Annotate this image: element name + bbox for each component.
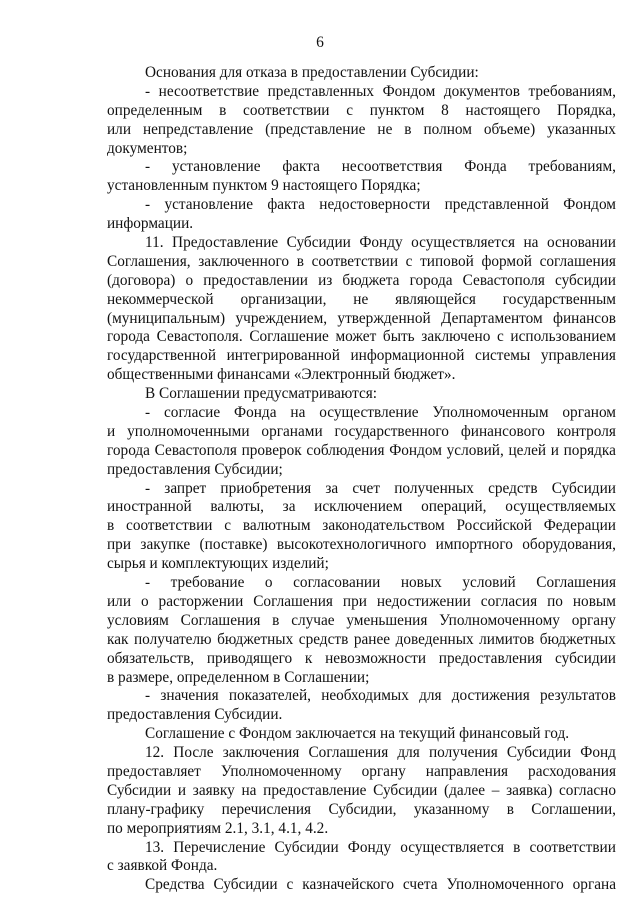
word: или (107, 592, 132, 610)
word: в (272, 611, 280, 629)
word: недостоверности (319, 196, 431, 214)
text-line (107, 763, 616, 782)
text-line (107, 347, 616, 366)
text-line (107, 593, 616, 612)
word: города (107, 328, 150, 346)
word: согласие (164, 404, 221, 422)
word: из (318, 271, 333, 289)
word: Соглашения (536, 574, 616, 592)
word: (представление (265, 120, 366, 138)
word: целей (508, 441, 547, 459)
text-line (107, 498, 616, 517)
word: предоставляет (107, 762, 201, 780)
text-line: предоставления Субсидии. (107, 706, 283, 724)
text-line (107, 253, 616, 272)
word: Фонда (234, 404, 277, 422)
text-line (107, 536, 616, 555)
word: После (173, 744, 214, 762)
word: обязательств, (107, 649, 195, 667)
word: запрет (164, 479, 207, 497)
word: 13. (145, 838, 165, 856)
word: может (335, 328, 377, 346)
word: заключено (421, 328, 491, 346)
word: заявку (192, 781, 235, 799)
text-line (107, 291, 616, 310)
word: Федерации (543, 517, 616, 535)
text-line (107, 272, 616, 291)
text-line (107, 801, 616, 820)
word: с (224, 517, 232, 535)
word: Севастополя (462, 271, 545, 289)
word: на (290, 404, 306, 422)
word: для (397, 744, 420, 762)
word: - (145, 574, 151, 592)
word: формой (481, 252, 532, 270)
text-line (107, 328, 616, 347)
word: представленных (267, 82, 375, 100)
word: - (145, 158, 151, 176)
word: Перечисление (173, 838, 266, 856)
word: за (282, 498, 296, 516)
word: – (491, 781, 500, 799)
word: или (107, 120, 132, 138)
word: заключенного (198, 252, 290, 270)
word: при (107, 536, 132, 554)
word: результатов (539, 687, 616, 705)
word: требованиям, (528, 82, 616, 100)
word: заключения (222, 744, 300, 762)
word: контроля (556, 422, 616, 440)
word: факта (282, 158, 320, 176)
word: закупке (140, 536, 191, 554)
word: ранее (353, 630, 391, 648)
word: условий, (446, 441, 504, 459)
word: Средства (145, 876, 205, 894)
word: с (346, 101, 353, 119)
word: Уполномоченному (439, 611, 560, 629)
word: объеме) (483, 120, 536, 138)
text-line (107, 631, 616, 650)
text-line: общественными финансами «Электронный бюджет». (107, 366, 456, 384)
word: полном (423, 120, 472, 138)
word: случае (291, 611, 335, 629)
word: и (177, 781, 187, 799)
word: не (377, 120, 393, 138)
word: являющейся (395, 290, 476, 308)
word: в (107, 517, 115, 535)
text-line (107, 517, 616, 536)
word: Фонду (359, 234, 403, 252)
word: Фондом (389, 441, 442, 459)
word: предоставления (438, 649, 543, 667)
word: учреждением, (235, 309, 328, 327)
text-line: Основания для отказа в предоставлении Субсидии: (145, 64, 479, 81)
word: согласия (480, 592, 538, 610)
text-line (107, 650, 616, 669)
text-line (107, 423, 616, 442)
word: Порядка, (557, 101, 616, 119)
word: Соглашение (249, 328, 329, 346)
word: - (145, 687, 151, 705)
word: исключением (314, 498, 403, 516)
word: субсидии (555, 649, 616, 667)
word: 11. (145, 234, 164, 252)
text-line: сырья и комплектующих изделий; (107, 555, 329, 573)
word: органу (571, 611, 616, 629)
word: Фонду (347, 838, 392, 856)
word: в (513, 838, 521, 856)
word: бюджета (342, 271, 400, 289)
word: Субсидии, (328, 800, 397, 818)
word: соглашения (539, 252, 616, 270)
word: Севастополя (154, 441, 237, 459)
page-number: 6 (316, 34, 324, 51)
text-line (107, 480, 616, 499)
word: Департаментом (441, 309, 543, 327)
word: казначейского (302, 876, 394, 894)
word: Субсидии (286, 234, 351, 252)
word: предоставлении (203, 271, 308, 289)
word: 8 (441, 101, 449, 119)
word: как (107, 630, 129, 648)
word: показателей, (228, 687, 311, 705)
text-line (107, 612, 616, 631)
word: осуществление (319, 404, 419, 422)
word: в (404, 120, 412, 138)
word: получения (428, 744, 498, 762)
word: осуществляется (411, 234, 516, 252)
word: доведенных (395, 630, 474, 648)
word: для (419, 687, 442, 705)
word: Субсидии (213, 876, 278, 894)
word: несоответствие (158, 82, 260, 100)
word: установление (164, 196, 253, 214)
text-line (107, 310, 616, 329)
word: не (353, 290, 369, 308)
word: проверок (241, 441, 302, 459)
word: средств (298, 630, 349, 648)
word: несоответствия (341, 158, 443, 176)
word: государственного (334, 422, 449, 440)
word: Субсидии (373, 781, 438, 799)
word: счет (352, 479, 381, 497)
text-line: документов; (107, 139, 188, 157)
word: необходимых (321, 687, 409, 705)
word: недостижении (376, 592, 471, 610)
word: в (296, 252, 304, 270)
word: факта (267, 196, 305, 214)
word: непредставление (142, 120, 254, 138)
word: Фондом (382, 82, 436, 100)
word: к (304, 649, 313, 667)
word: с (496, 328, 504, 346)
word: уменьшения (346, 611, 428, 629)
word: финансов (553, 309, 616, 327)
word: при (342, 592, 367, 610)
word: органами (261, 422, 323, 440)
word: о (185, 271, 194, 289)
word: Субсидии (551, 479, 616, 497)
text-line (107, 782, 616, 801)
text-line: с заявкой Фонда. (107, 857, 218, 875)
word: системы (475, 347, 531, 365)
word: Предоставление (172, 234, 279, 252)
word: направления (425, 762, 509, 780)
text-line (107, 83, 616, 102)
word: организации, (240, 290, 327, 308)
word: Уполномоченному (220, 762, 342, 780)
word: управления (540, 347, 616, 365)
word: валюты, (210, 498, 264, 516)
word: бюджетных (539, 630, 616, 648)
word: Соглашения (180, 611, 261, 629)
text-line: по мероприятиям 2.1, 3.1, 4.1, 4.2. (107, 819, 329, 837)
word: условиям (107, 611, 169, 629)
word: типовой (420, 252, 474, 270)
text-line (107, 196, 616, 215)
text-line (107, 876, 616, 895)
word: пунктом (369, 101, 425, 119)
text-line: информации. (107, 215, 194, 233)
word: в (506, 800, 514, 818)
word: требование (170, 574, 245, 592)
word: Соглашении, (531, 800, 616, 818)
word: оборудования, (522, 536, 616, 554)
word: и (550, 441, 559, 459)
word: 12. (145, 744, 165, 762)
word: соблюдения (306, 441, 385, 459)
text-line: В Соглашении предусматриваются: (145, 385, 378, 403)
word: государственным (502, 290, 616, 308)
word: установление (171, 158, 261, 176)
word: субсидии (554, 271, 616, 289)
word: органу (361, 762, 406, 780)
word: соответствии (126, 517, 213, 535)
word: города (107, 441, 150, 459)
word: импортного (435, 536, 513, 554)
word: Фонд (580, 744, 616, 762)
word: (договора) (107, 271, 176, 289)
word: Уполномоченного (446, 876, 564, 894)
word: порядка (563, 441, 616, 459)
word: соответствии (529, 838, 616, 856)
word: на (241, 781, 257, 799)
word: приобретения (220, 479, 312, 497)
word: интегрированной (226, 347, 340, 365)
word: условий (462, 574, 516, 592)
word: достижения (451, 687, 530, 705)
word: - (145, 82, 151, 100)
text-line (107, 158, 616, 177)
word: на (523, 234, 539, 252)
word: (муниципальным) (107, 309, 226, 327)
word: и (107, 422, 116, 440)
word: высокотехнологичного (276, 536, 427, 554)
word: счета (402, 876, 438, 894)
word: Соглашения (308, 744, 389, 762)
word: плану-графику (107, 800, 205, 818)
word: соответствии (311, 252, 399, 270)
word: указанных (547, 120, 616, 138)
word: - (145, 479, 151, 497)
document-body (107, 64, 616, 895)
word: органа (572, 876, 616, 894)
word: осуществляемых (505, 498, 616, 516)
word: Уполномоченным (432, 404, 549, 422)
word: бюджетных (217, 630, 294, 648)
word: иностранной (107, 498, 192, 516)
word: новых (400, 574, 442, 592)
text-line (107, 234, 616, 253)
word: с (286, 876, 294, 894)
word: утвержденной (337, 309, 431, 327)
word: Российской (456, 517, 532, 535)
word: Субсидии (107, 781, 172, 799)
word: - (145, 196, 151, 214)
word: соответствии (243, 101, 330, 119)
word: Фондом (563, 196, 616, 214)
word: города (409, 271, 453, 289)
text-line (107, 574, 616, 593)
text-line: в размере, определенном в Соглашении; (107, 668, 370, 686)
word: (далее (444, 781, 486, 799)
text-line: установленным пунктом 9 настоящего Порядка; (107, 177, 421, 195)
word: за (325, 479, 339, 497)
word: валютным (242, 517, 311, 535)
word: осуществляется (400, 838, 505, 856)
word: финансового (460, 422, 545, 440)
word: новым (572, 592, 616, 610)
word: полученных (394, 479, 474, 497)
word: Субсидии (274, 838, 339, 856)
word: заявка) (506, 781, 553, 799)
word: указанному (413, 800, 490, 818)
word: использованием (510, 328, 616, 346)
word: получателю (133, 630, 212, 648)
word: по (547, 592, 563, 610)
text-line (107, 687, 616, 706)
word: о (264, 574, 273, 592)
word: информационной (350, 347, 465, 365)
word: государственной (107, 347, 217, 365)
word: операций, (421, 498, 487, 516)
word: настоящего (465, 101, 541, 119)
word: согласовании (293, 574, 381, 592)
word: быть (382, 328, 415, 346)
word: предоставление (263, 781, 367, 799)
word: приводящего (206, 649, 293, 667)
word: расходования (528, 762, 616, 780)
text-line (107, 404, 616, 423)
word: определенным (107, 101, 203, 119)
text-line (107, 839, 616, 858)
word: с (405, 252, 413, 270)
word: требованиям, (528, 158, 616, 176)
text-line (107, 102, 616, 121)
word: органом (562, 404, 616, 422)
word: о (140, 592, 149, 610)
word: невозможности (325, 649, 427, 667)
word: законодательством (322, 517, 445, 535)
word: расторжении (158, 592, 244, 610)
word: Севастополя. (156, 328, 243, 346)
word: представленной (444, 196, 549, 214)
word: Соглашения (253, 592, 333, 610)
word: средств (488, 479, 538, 497)
word: лимитов (479, 630, 535, 648)
word: основании (546, 234, 616, 252)
word: согласно (559, 781, 616, 799)
word: некоммерческой (107, 290, 214, 308)
word: Субсидии (506, 744, 572, 762)
word: уполномоченными (127, 422, 250, 440)
word: перечисления (221, 800, 312, 818)
text-line (107, 121, 616, 140)
text-line (107, 744, 616, 763)
text-line: Соглашение с Фондом заключается на текущий финансовый год. (145, 725, 570, 743)
word: Соглашения, (107, 252, 191, 270)
word: Фонда (464, 158, 507, 176)
word: значения (160, 687, 219, 705)
text-line: предоставления Субсидии; (107, 460, 283, 478)
word: (поставке) (199, 536, 268, 554)
word: документов (443, 82, 520, 100)
text-line (107, 442, 616, 461)
word: в (219, 101, 227, 119)
word: - (145, 404, 151, 422)
